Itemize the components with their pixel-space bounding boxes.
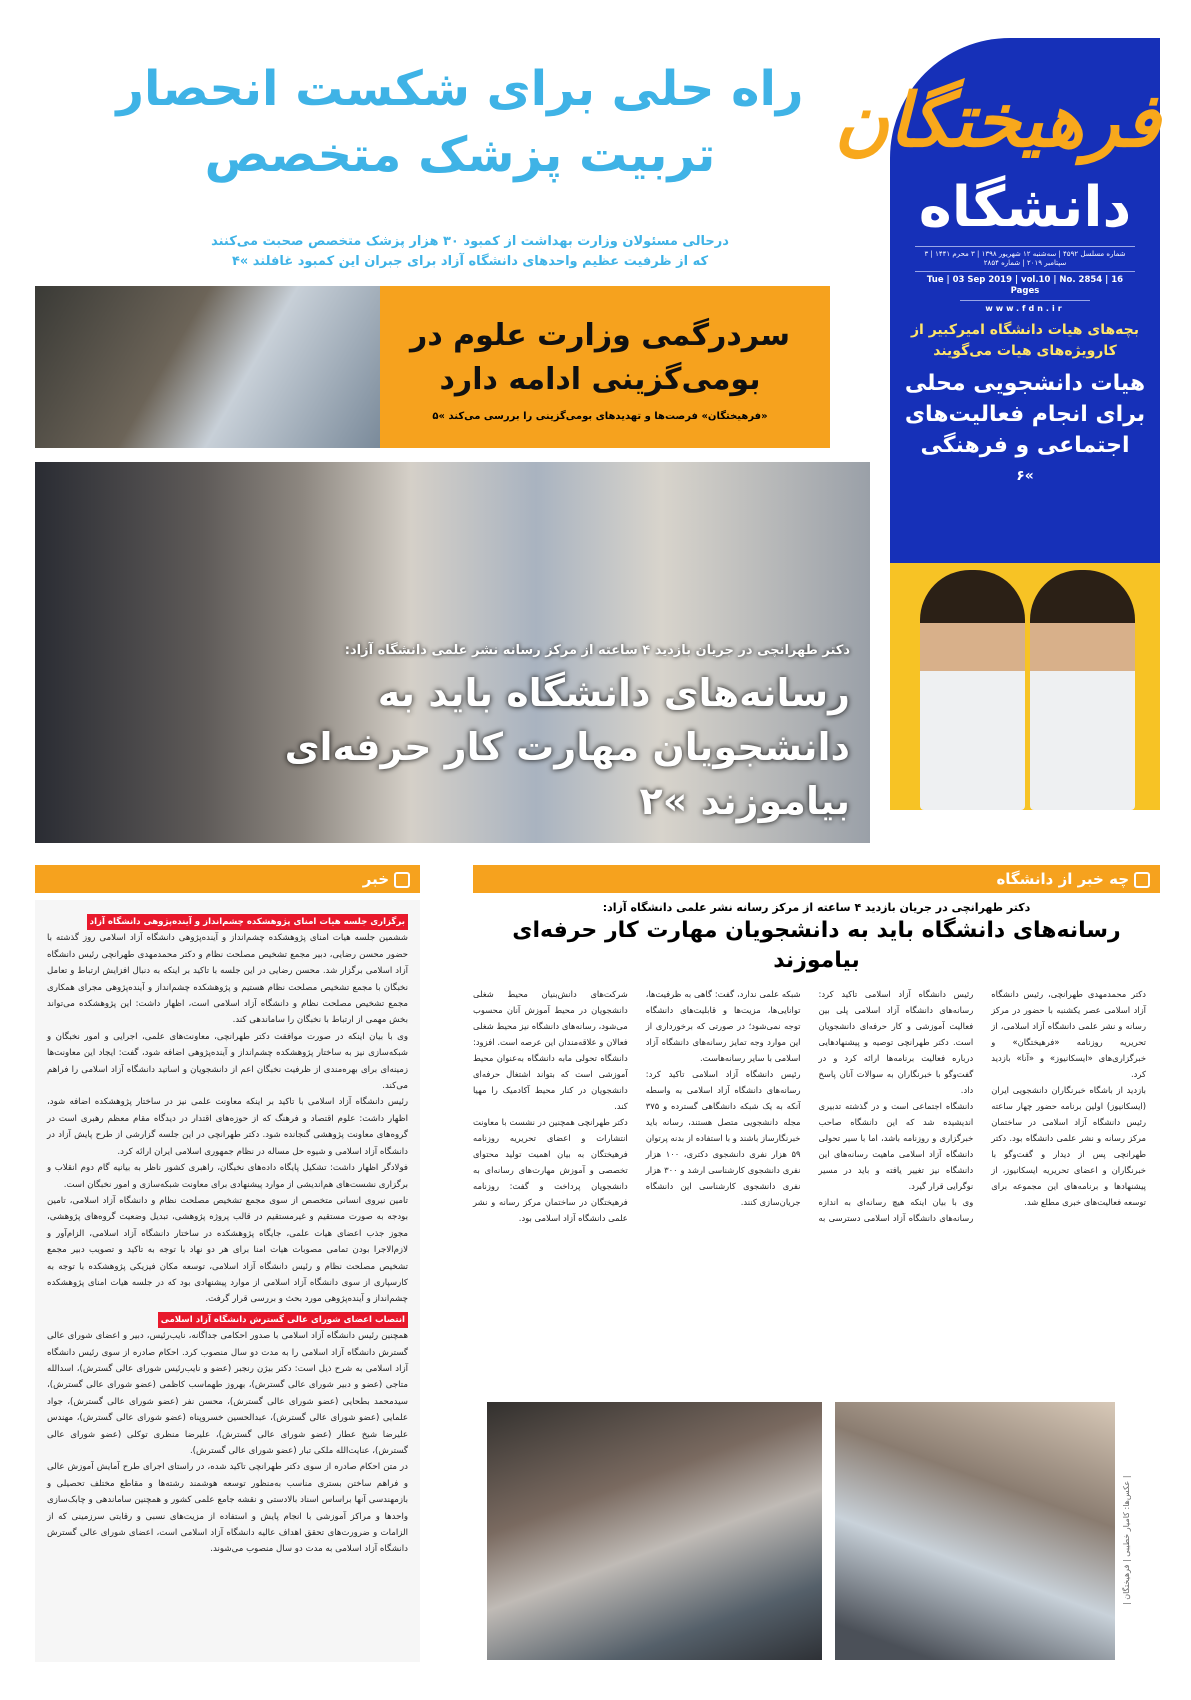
- logo-daneshgah: دانشگاه: [918, 175, 1132, 240]
- section-title: چه خبر از دانشگاه: [996, 870, 1129, 888]
- band-story: [35, 286, 830, 448]
- article-paragraph: رئیس دانشگاه آزاد اسلامی تاکید کرد: رسانه‌های دانشگاه آزاد اسلامی پلی بین فعالیت آموزشی و کار حرفه‌ای دانشجویان است. دکتر طهرانچی توصیه و پیشنهادهایی درباره فعالیت برنامه‌ها ارائه کرد و در گفت‌وگو با خبرنگاران به سوالات آنان پاسخ داد.: [818, 989, 974, 1095]
- issue-line: شماره مسلسل ۴۵۹۲ | سه‌شنبه ۱۲ شهریور ۱۳۹۸ | ۳ محرم ۱۴۴۱ | ۳ سپتامبر ۲۰۱۹ | شماره ۲۸۵۴: [915, 246, 1135, 268]
- band-story-sub: «فرهیختگان» فرصت‌ها و تهدیدهای بومی‌گزینی را بررسی می‌کند »۵: [432, 411, 768, 422]
- side-story-photo: [890, 563, 1160, 810]
- top-sub-line: که از ظرفیت عظیم واحدهای دانشگاه آزاد برای جبران این کمبود غافلند »۴: [231, 254, 709, 269]
- website-link[interactable]: www.fdn.ir: [960, 300, 1090, 314]
- lead-photo: [35, 462, 870, 843]
- lead-photo-text: [230, 642, 850, 828]
- news-paragraph: تامین نیروی انسانی متخصص از سوی مجمع تشخیص مصلحت نظام و دانشگاه آزاد اسلامی، تامین بودجه به صورت مستقیم و غیرمستقیم در قالب پروژه پژوهشی، تبدیل وضعیت گروه‌های پژوهشی، مجوز جذب اعضای هیات علمی، جایگاه پژوهشکده در ساختار دانشگاه آزاد اسلامی، الزام‌آور و لازم‌الاجرا بودن تمامی مصوبات هیات امنا برای هر دو نهاد با توجه به تاکید و تصویب دبیر مجمع تشخیص مصلحت نظام و رئیس دانشگاه آزاد اسلامی، توسعه مکان فیزیکی پژوهشکده با توجه به کارسپاری از سوی دانشگاه آزاد اسلامی از موارد پیشنهادی بود که در جلسه هیات امنای پژوهشکده چشم‌انداز و آینده‌پژوهی مورد بحث و بررسی قرار گرفت.: [47, 1195, 408, 1305]
- lead-photo-headline[interactable]: رسانه‌های دانشگاه باید به دانشجویان مهارت کار حرفه‌ای بیاموزند »۲: [284, 671, 850, 823]
- side-story: [900, 320, 1150, 485]
- person-figure: [920, 570, 1025, 810]
- news-item-title[interactable]: انتصاب اعضای شورای عالی گسترش دانشگاه آزاد اسلامی: [158, 1312, 408, 1328]
- news-paragraph: رئیس دانشگاه آزاد اسلامی با تاکید بر اینکه معاونت علمی نیز در ساختار پژوهشکده اضافه شود، اظهار داشت: علوم اقتصاد و فرهنگ که از حوزه‌های اقتدار در دیدگاه مقام معظم رهبری است در گروه‌های معاونت پژوهشی گنجانده شود. دکتر طهرانچی در این جلسه گزارشی از طرح پایش آزاد در دانشگاه آزاد اسلامی و شیوه حل مساله در نظام جمهوری اسلامی ایران ارائه کرد.: [47, 1097, 408, 1157]
- lead-photo-kicker: دکتر طهرانچی در جریان بازدید ۴ ساعته از مرکز رسانه نشر علمی دانشگاه آزاد:: [344, 643, 850, 658]
- article-paragraph: دکتر طهرانچی همچنین در نشست با معاونت انتشارات و اعضای تحریریه روزنامه فرهیختگان به بیان اهمیت تولید محتوای تخصصی و آموزش مهارت‌های رسانه‌ای به دانشجویان پرداخت و گفت: روزنامه فرهیختگان در ساختمان مرکز رسانه و نشر علمی دانشگاه آزاد اسلامی بود.: [473, 1117, 628, 1223]
- news-paragraph: ششمین جلسه هیات امنای پژوهشکده چشم‌انداز و آینده‌پژوهی دانشگاه آزاد اسلامی روز گذشته با حضور محسن رضایی، دبیر مجمع تشخیص مصلحت نظام و دکتر محمدمهدی طهرانچی رئیس دانشگاه آزاد اسلامی برگزار شد. محسن رضایی در این جلسه با تاکید بر اینکه به دنبال افزایش ارتباط و تعامل نخبگان با مجمع تشخیص مصلحت نظام هستیم و پژوهشکده چشم‌انداز و آینده‌پژوهی مجرای همکاری مجمع تشخیص مصلحت نظام و دانشگاه آزاد اسلامی است، اظهار داشت: این پژوهشکده می‌تواند بخش مهمی از ارتباط با نخبگان را ساماندهی کند.: [47, 933, 408, 1026]
- band-story-headline[interactable]: سردرگمی وزارت علوم در بومی‌گزینی ادامه دارد: [410, 318, 790, 397]
- article-paragraph: دانشگاه اجتماعی است و در گذشته تدبیری اندیشیده شد که این دانشگاه صاحب خبرگزاری و روزنامه باشد، اما با سیر تحولی دانشگاه آزاد اسلامی ماهیت رسانه‌های این دانشگاه نیز تغییر یافته و باید در مسیر نوگرایی قرار گیرد.: [818, 1101, 974, 1191]
- article-paragraph: رئیس دانشگاه آزاد اسلامی تاکید کرد: رسانه‌های دانشگاه آزاد اسلامی به واسطه آنکه به یک شبکه دانشگاهی گسترده و ۳۷۵ مجله دانشجویی متصل هستند، رسانه باید خبرنگارساز باشند و با استفاده از بدنه پرتوان ۵۹ هزار نفری دانشجوی دکتری، ۱۰۰ هزار نفری دانشجوی کارشناسی ارشد و ۳۰۰ هزار نفری دانشجوی کارشناسی این دانشگاه جریان‌سازی کنند.: [645, 1069, 801, 1207]
- masthead: [834, 38, 1160, 810]
- news-paragraph: در متن احکام صادره از سوی دکتر طهرانچی تاکید شده، در راستای اجرای طرح آمایش آموزش عالی و فراهم ساختن بستری مناسب به‌منظور توسعه هوشمند رشته‌ها و مقاطع مختلف تحصیلی و بازمهندسی آنها براساس اسناد بالادستی و نقشه جامع علمی کشور و همچنین ساماندهی و چابک‌سازی واحدها و مراکز آموزشی با انجام پایش و استفاده از مزیت‌های نسبی و رقابتی سرزمینی که از الزامات و ضرورت‌های تحقق اهداف عالیه دانشگاه آزاد اسلامی است، اعضای شورای عالی گسترش دانشگاه آزاد اسلامی به مدت دو سال منصوب می‌شوند.: [47, 1462, 408, 1555]
- section-bar-news: [35, 865, 420, 893]
- section-bar-university-news: [473, 865, 1160, 893]
- top-subheadline: [100, 232, 840, 272]
- top-sub-line: درحالی مسئولان وزارت بهداشت از کمبود ۳۰ هزار پزشک متخصص صحبت می‌کنند: [211, 234, 729, 249]
- news-paragraph: وی با بیان اینکه در صورت موافقت دکتر طهرانچی، معاونت‌های علمی، اجرایی و امور نخبگان و شبکه‌سازی نیز به ساختار پژوهشکده چشم‌انداز و آینده‌پژوهی اضافه شود، گفت: ایجاد این معاونت‌ها زمینه‌ای برای بهره‌مندی از ظرفیت نخبگان اعم از دانشجویان و اساتید دانشگاه آزاد اسلامی را فراهم می‌کند.: [47, 1031, 408, 1092]
- news-column: [35, 900, 420, 1662]
- article-kicker: دکتر طهرانچی در جریان بازدید ۴ ساعته از مرکز رسانه نشر علمی دانشگاه آزاد:: [602, 901, 1031, 914]
- article-paragraph: شرکت‌های دانش‌بنیان محیط شغلی دانشجویان در محیط آموزش آنان محسوب می‌شود، رسانه‌های دانشگاه نیز محیط شغلی فعالان و علاقه‌مندان این عرصه است. افزود: دانشگاه تحولی مابه دانشگاه به‌عنوان محیط آموزشی است که بتواند اشتغال حرفه‌ای دانشجویان در کنار محیط آکادمیک را مهیا کند.: [473, 989, 628, 1111]
- article-photo: [835, 1402, 1115, 1660]
- article-photo: [487, 1402, 822, 1660]
- side-story-kicker: بچه‌های هیات دانشگاه امیرکبیر از کارویژه‌های هیات می‌گویند: [910, 322, 1140, 359]
- news-paragraph: همچنین رئیس دانشگاه آزاد اسلامی با صدور احکامی جداگانه، نایب‌رئیس، دبیر و اعضای شورای عالی گسترش دانشگاه آزاد اسلامی را به مدت دو سال منصوب کرد. احکام صادره از سوی رئیس دانشگاه آزاد اسلامی به شرح ذیل است: دکتر بیژن رنجبر (عضو و نایب‌رئیس شورای عالی گسترش)، اسدالله متاجی (عضو و دبیر شورای عالی گسترش)، بهروز طهماسب کاظمی (عضو شورای عالی گسترش)، سیدمحمد بطحایی (عضو شورای عالی گسترش)، محسن نفر (عضو شورای عالی گسترش)، جواد علمایی (عضو شورای عالی گسترش)، عبدالحسین خسروپناه (عضو شورای عالی گسترش)، مهندس علیرضا شیخ عطار (عضو شورای عالی گسترش)، علیرضا منظری توکلی (عضو شورای عالی گسترش)، عنایت‌الله ملکی تبار (عضو شورای عالی گسترش).: [47, 1331, 408, 1456]
- band-story-photo: [35, 286, 380, 448]
- article-paragraph: بازدید از باشگاه خبرنگاران دانشجویی ایران (ایسکانیوز) اولین برنامه حضور چهار ساعته رئیس دانشگاه آزاد اسلامی در ساختمان مرکز رسانه و نشر علمی دانشگاه بود. دکتر طهرانچی پس از دیدار و گفت‌وگو با خبرنگاران و اعضای تحریریه ایسکانیوز، از پیشنهادها و برنامه‌های این مجموعه برای توسعه فعالیت‌های خبری مطلع شد.: [991, 1085, 1146, 1207]
- article-headline[interactable]: رسانه‌های دانشگاه باید به دانشجویان مهارت کار حرفه‌ای بیاموزند: [512, 918, 1121, 973]
- article-paragraph: دکتر محمدمهدی طهرانچی، رئیس دانشگاه آزاد اسلامی عصر یکشنبه با حضور در مرکز رسانه و نشر علمی دانشگاه آزاد اسلامی، از تحریریه روزنامه «فرهیختگان» و خبرگزاری‌های «ایسکانیوز» و «آنا» بازدید کرد.: [991, 989, 1146, 1079]
- side-story-page-ref[interactable]: »۶: [1016, 468, 1034, 484]
- date-line: Tue | 03 Sep 2019 | vol.10 | No. 2854 | 16 Pages: [915, 271, 1135, 297]
- top-headline[interactable]: راه حلی برای شکست انحصار تربیت پزشک متخصص: [116, 61, 804, 183]
- article-paragraph: وی با بیان اینکه هیچ رسانه‌ای به اندازه رسانه‌های دانشگاه آزاد اسلامی دسترسی به شبکه علمی ندارد، گفت: گاهی به ظرفیت‌ها، توانایی‌ها، مزیت‌ها و قابلیت‌های دانشگاه توجه نمی‌شود؛ در صورتی که برخورداری از این موارد وجه تمایز رسانه‌های دانشگاه آزاد اسلامی با سایر رسانه‌هاست.: [645, 989, 974, 1223]
- article-body: [473, 986, 1146, 1390]
- section-title: خبر: [362, 870, 389, 888]
- section-icon: [394, 872, 410, 888]
- band-story-text: [385, 296, 815, 442]
- masthead-info: [915, 246, 1135, 315]
- news-item-title[interactable]: برگزاری جلسه هیات امنای پژوهشکده چشم‌انداز و آینده‌پژوهی دانشگاه آزاد: [87, 914, 408, 930]
- logo-farhikhtegan: فرهیختگان: [834, 78, 1160, 164]
- person-figure: [1030, 570, 1135, 810]
- side-story-headline[interactable]: هیات دانشجویی محلی برای انجام فعالیت‌های اجتماعی و فرهنگی: [904, 371, 1146, 458]
- article: [473, 900, 1160, 1390]
- photo-credit: | عکس‌ها: کامیار خطیبی | فرهیختگان |: [1122, 1475, 1131, 1605]
- section-icon: [1134, 872, 1150, 888]
- news-paragraph: فولادگر اظهار داشت: تشکیل پایگاه داده‌های نخبگان، راهبری کشور ناظر به بیانیه گام دوم انقلاب و برگزاری نشست‌های هم‌اندیشی از موارد پیشنهادی برای معاونت شبکه‌سازی و امور نخبگان است.: [47, 1163, 408, 1190]
